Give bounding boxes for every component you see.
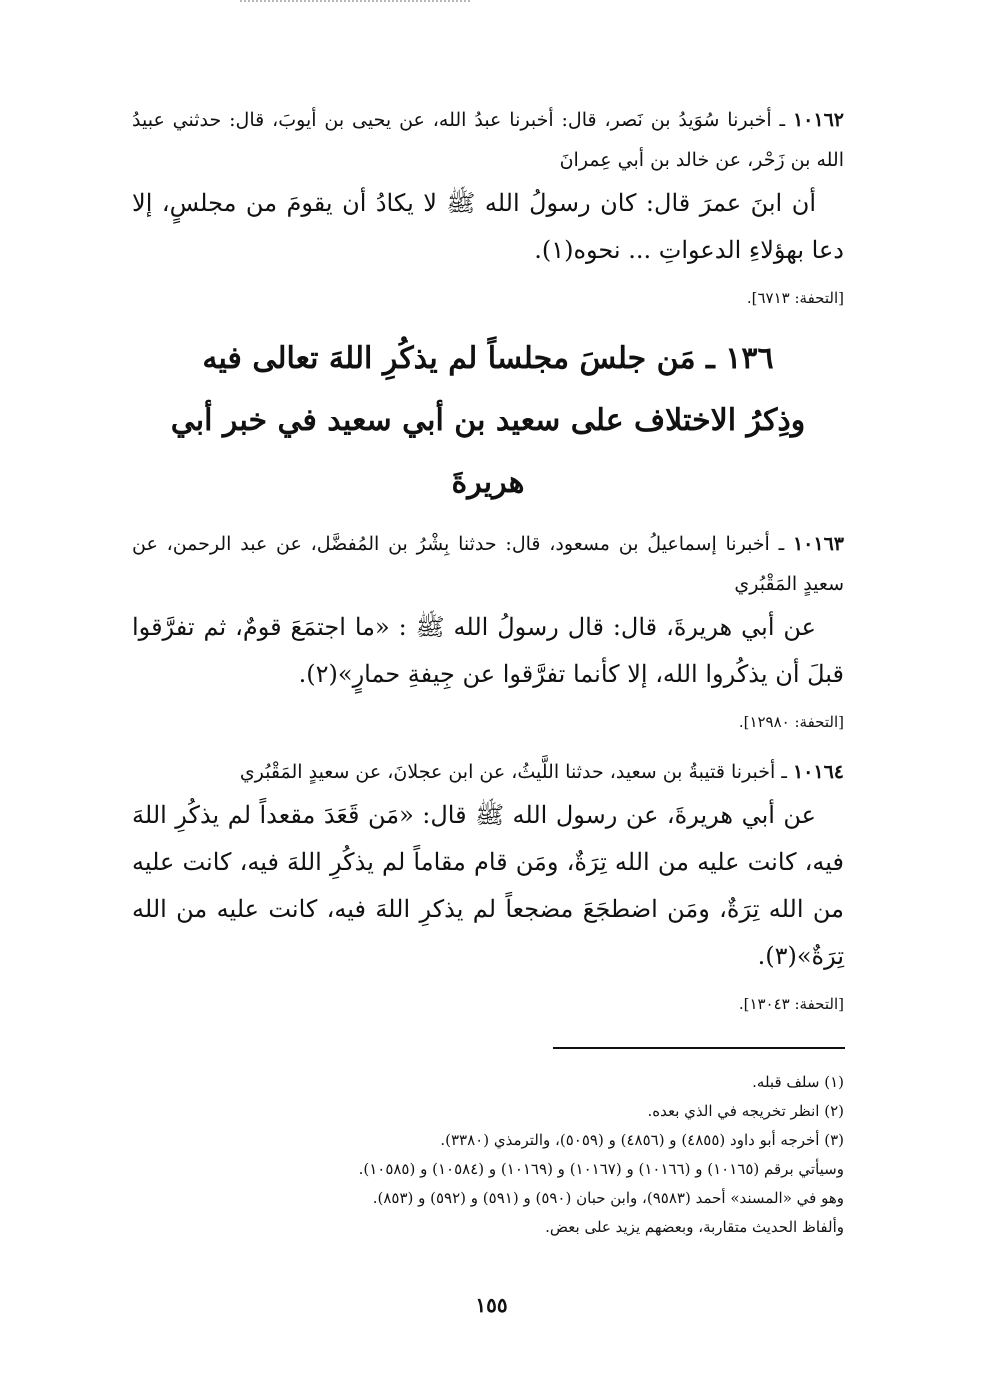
- page-number: ١٥٥: [475, 1293, 508, 1317]
- hadith-10162-matn: أن ابنَ عمرَ قال: كان رسولُ الله ﷺ لا يكادُ أن يقومَ من مجلسٍ، إلا دعا بهؤلاءِ الدعواتِ ... نحوه(١).: [132, 189, 844, 264]
- footnote-3: (٣) أخرجه أبو داود (٤٨٥٥) و (٤٨٥٦) و (٥٠٥٩)، والترمذي (٣٣٨٠).: [440, 1131, 844, 1149]
- hadith-10163-number: ١٠١٦٣: [792, 533, 844, 555]
- footnote-3-continued-c: وألفاظ الحديث متقاربة، وبعضهم يزيد على بعض.: [545, 1218, 844, 1236]
- chapter-title: [132, 328, 844, 514]
- hadith-10162-isnad: [132, 100, 844, 180]
- main-text: [132, 100, 844, 1034]
- chapter-title-line-2: وذِكرُ الاختلاف على سعيد بن أبي سعيد في خبر أبي هريرةَ: [170, 403, 806, 500]
- hadith-10164-isnad: [132, 752, 844, 792]
- hadith-10163-isnad: [132, 524, 844, 604]
- hadith-10164-number: ١٠١٦٤: [792, 761, 844, 783]
- hadith-10162-number: ١٠١٦٢: [792, 109, 844, 131]
- footnotes: [132, 1068, 844, 1242]
- footnote-2: (٢) انظر تخريجه في الذي بعده.: [647, 1102, 844, 1120]
- header-scrap-marks: [240, 0, 470, 8]
- hadith-10162-tuhfa: [التحفة: ٦٧١٣].: [746, 289, 844, 307]
- hadith-10164-tuhfa: [التحفة: ١٣٠٤٣].: [738, 995, 844, 1013]
- hadith-10163-isnad-text: ـ أخبرنا إسماعيلُ بن مسعود، قال: حدثنا بِشْرُ بن المُفضَّل، عن عبد الرحمن، عن سعيدٍ المَقْبُري: [132, 533, 844, 595]
- footnote-divider: [553, 1047, 845, 1049]
- footnote-3-continued-a: وسيأتي برقم (١٠١٦٥) و (١٠١٦٦) و (١٠١٦٧) و (١٠١٦٩) و (١٠٥٨٤) و (١٠٥٨٥).: [358, 1160, 844, 1178]
- hadith-10164-matn: عن أبي هريرةَ، عن رسول الله ﷺ قال: «مَن قَعَدَ مقعداً لم يذكُرِ اللهَ فيه، كانت عليه من الله تِرَةٌ، ومَن قام مقاماً لم يذكُرِ اللهَ فيه، كانت عليه من الله تِرَةٌ، ومَن اضطجَعَ مضجعاً لم يذكرِ اللهَ فيه، كانت عليه من الله تِرَةٌ»(٣).: [132, 801, 844, 970]
- chapter-title-line-1: ١٣٦ ـ مَن جلسَ مجلساً لم يذكُرِ اللهَ تعالى فيه: [202, 341, 774, 376]
- footnote-3-continued-b: وهو في «المسند» أحمد (٩٥٨٣)، وابن حبان (٥٩٠) و (٥٩١) و (٥٩٢) و (٨٥٣).: [372, 1189, 844, 1207]
- hadith-10162-isnad-text: ـ أخبرنا سُوَيدُ بن نَصر، قال: أخبرنا عبدُ الله، عن يحيى بن أيوبَ، قال: حدثني عبيدُ الله بن زَحْر، عن خالد بن أبي عِمرانَ: [132, 109, 844, 171]
- hadith-10164-isnad-text: ـ أخبرنا قتيبةُ بن سعيد، حدثنا اللَّيثُ، عن ابن عجلانَ، عن سعيدٍ المَقْبُري: [239, 761, 793, 783]
- hadith-10163-matn: عن أبي هريرةَ، قال: قال رسولُ الله ﷺ : «ما اجتمَعَ قومٌ، ثم تفرَّقوا قبلَ أن يذكُروا الله، إلا كأنما تفرَّقوا عن جِيفةِ حمارٍ»(٢).: [132, 613, 844, 688]
- hadith-10163-tuhfa: [التحفة: ١٢٩٨٠].: [738, 713, 844, 731]
- footnote-1: (١) سلف قبله.: [752, 1073, 844, 1091]
